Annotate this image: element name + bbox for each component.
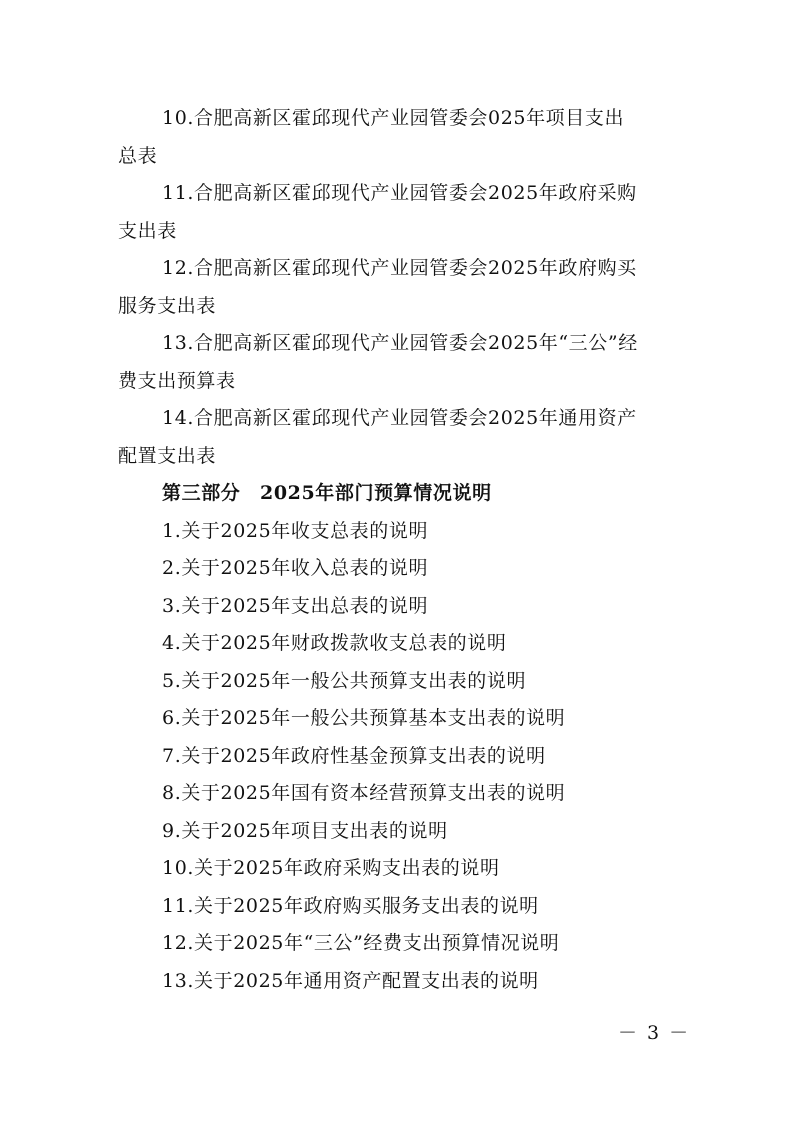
part2-item-10-line1: 10.合肥高新区霍邱现代产业园管委会025年项目支出 <box>162 107 625 129</box>
part3-item-10: 10.关于2025年政府采购支出表的说明 <box>162 857 500 879</box>
part3-item-11: 11.关于2025年政府购买服务支出表的说明 <box>162 894 539 917</box>
part2-item-13-line1: 13.合肥高新区霍邱现代产业园管委会2025年“三公”经 <box>162 332 638 354</box>
part3-item-8: 8.关于2025年国有资本经营预算支出表的说明 <box>162 782 566 804</box>
part3-heading: 第三部分 2025年部门预算情况说明 <box>162 482 492 504</box>
part3-item-2: 2.关于2025年收入总表的说明 <box>162 557 429 579</box>
part3-item-3: 3.关于2025年支出总表的说明 <box>162 594 429 617</box>
part3-item-1: 1.关于2025年收支总表的说明 <box>162 519 429 542</box>
part2-item-12-line2: 服务支出表 <box>118 294 217 317</box>
part2-item-12-line1: 12.合肥高新区霍邱现代产业园管委会2025年政府购买 <box>162 257 637 279</box>
part2-item-11-line2: 支出表 <box>118 219 177 242</box>
part3-item-6: 6.关于2025年一般公共预算基本支出表的说明 <box>162 707 566 729</box>
page-content <box>118 100 678 1000</box>
part3-item-9: 9.关于2025年项目支出表的说明 <box>162 819 448 842</box>
part3-item-4: 4.关于2025年财政拨款收支总表的说明 <box>162 632 507 654</box>
part3-item-13: 13.关于2025年通用资产配置支出表的说明 <box>162 969 539 992</box>
page-number: － 3 － <box>618 1022 691 1044</box>
part3-item-7: 7.关于2025年政府性基金预算支出表的说明 <box>162 744 546 767</box>
part2-item-10-line2: 总表 <box>118 144 158 167</box>
part2-item-13-line2: 费支出预算表 <box>118 369 236 392</box>
part2-item-14-line2: 配置支出表 <box>118 444 217 467</box>
part2-item-11-line1: 11.合肥高新区霍邱现代产业园管委会2025年政府采购 <box>162 182 637 204</box>
part3-item-12: 12.关于2025年“三公”经费支出预算情况说明 <box>162 932 560 954</box>
part2-item-14-line1: 14.合肥高新区霍邱现代产业园管委会2025年通用资产 <box>162 407 637 429</box>
part3-item-5: 5.关于2025年一般公共预算支出表的说明 <box>162 669 527 692</box>
